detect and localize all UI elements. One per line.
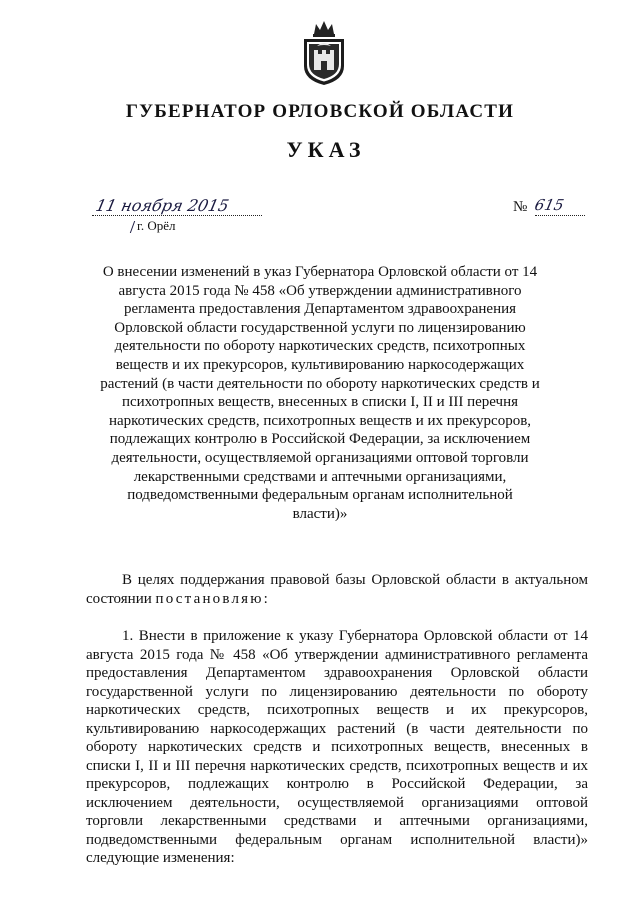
- city-label: г. Орёл: [137, 218, 176, 233]
- number-underline: [535, 215, 585, 216]
- date-field: [92, 196, 264, 219]
- handwritten-number: 615: [533, 196, 566, 214]
- decree-word: постановляю:: [155, 590, 271, 607]
- preamble-paragraph: [86, 571, 588, 608]
- preamble-text: В целях поддержания правовой базы Орловской области в актуальном состоянии: [86, 572, 588, 607]
- date-underline: [92, 215, 262, 216]
- decree-subject: О внесении изменений в указ Губернатора Орловской области от 14 августа 2015 года № 458 «Об утверждении административного регламента предоставления Департаментом здравоохранения Орловской области государственной услуги по лицензированию деятельности по обороту наркотических средств, психотропных веществ и их прекурсоров, культивированию наркосодержащих растений (в части деятельности по обороту наркотических средств и психотропных веществ, внесенных в списки I, II и III перечня наркотических средств, психотропных веществ и их прекурсоров, подлежащих контролю в Российской Федерации, за исключением деятельности, осуществляемой организациями оптовой торговли лекарственными средствами и аптечными организациями, подведомственными федеральным органам исполнительной власти)»: [100, 264, 540, 522]
- document-type-title: УКАЗ: [286, 137, 366, 162]
- item-1-paragraph: 1. Внести в приложение к указу Губернатора Орловской области от 14 августа 2015 года № 458 «Об утверждении административного регламента предоставления Департаментом здравоохранения Орловской области государственной услуги по лицензированию деятельности по обороту наркотических средств, психотропных веществ и их прекурсоров, культивированию наркосодержащих растений (в части деятельности по обороту наркотических средств и психотропных веществ, внесенных в списки I, II и III перечня наркотических средств, психотропных веществ и их прекурсоров, подлежащих контролю в Российской Федерации, за исключением деятельности, осуществляемой организациями оптовой торговли лекарственными средствами и аптечными организациями, подведомственными федеральным органам исполнительной власти)» следующие изменения:: [86, 628, 588, 866]
- handwritten-date: 11 ноября 2015: [93, 196, 231, 215]
- issuer-title: ГУБЕРНАТОР ОРЛОВСКОЙ ОБЛАСТИ: [125, 101, 515, 122]
- coat-of-arms-icon: [300, 18, 348, 88]
- number-label: №: [513, 199, 528, 215]
